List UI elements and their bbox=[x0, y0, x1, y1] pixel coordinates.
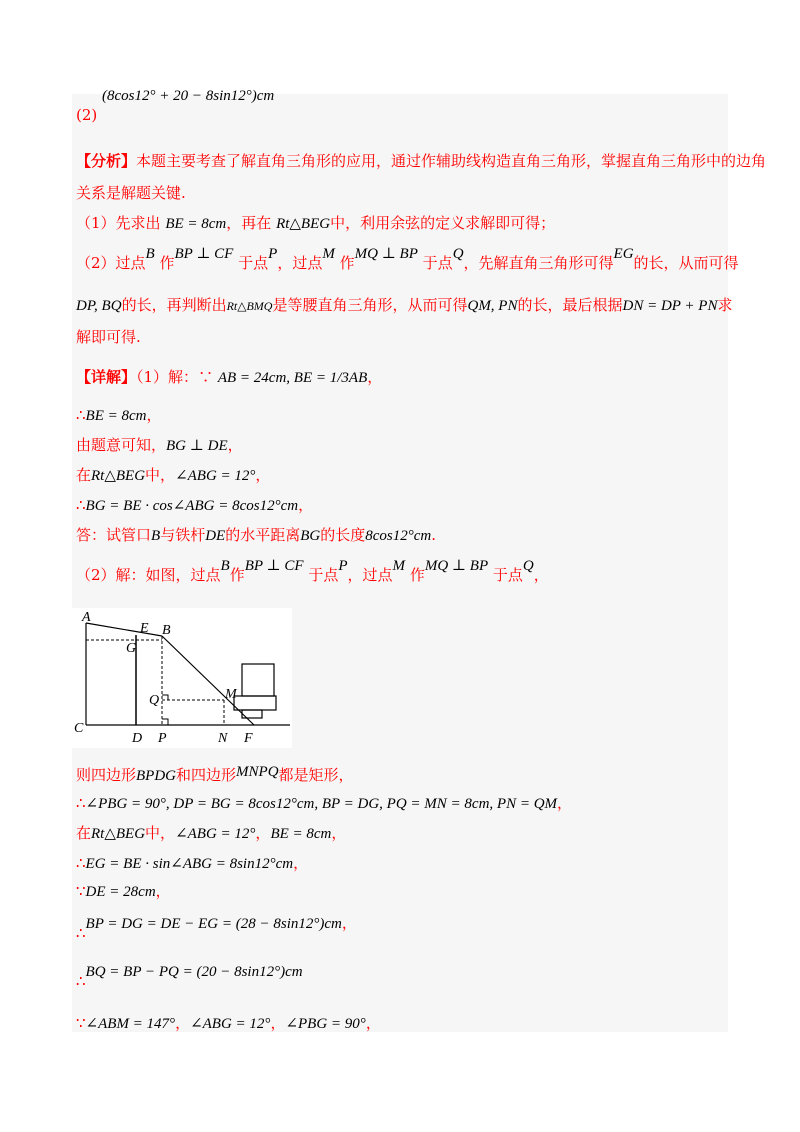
right-angle-p bbox=[162, 719, 168, 725]
math: EG bbox=[613, 246, 634, 262]
detail-line-14 bbox=[76, 962, 303, 990]
label-e: E bbox=[140, 621, 149, 636]
math: P bbox=[338, 558, 348, 574]
text: ， bbox=[175, 1014, 191, 1032]
text: ， bbox=[270, 1014, 286, 1032]
math: M bbox=[392, 558, 406, 574]
detail-line-1 bbox=[76, 366, 382, 387]
text: （2）过点 bbox=[76, 254, 146, 272]
math: DP, BQ bbox=[76, 298, 122, 314]
therefore-symbol: ∴ bbox=[76, 794, 86, 812]
therefore-symbol: ∴ bbox=[76, 406, 86, 424]
math: ∠ABM = 147° bbox=[85, 1016, 176, 1032]
math: Q bbox=[452, 246, 464, 262]
text: ， bbox=[255, 824, 271, 842]
detail-line-6 bbox=[76, 524, 436, 545]
detail-line-7 bbox=[76, 558, 549, 585]
text: ， bbox=[298, 496, 314, 514]
text: ， bbox=[155, 882, 171, 900]
analysis-line-1 bbox=[76, 150, 766, 171]
detail-line-3 bbox=[76, 434, 243, 455]
math: DE = 28cm bbox=[85, 884, 156, 900]
line-bf bbox=[162, 636, 254, 725]
answer-expression: (8cos12° + 20 − 8sin12°)cm bbox=[102, 88, 275, 104]
text: 解即可得. bbox=[76, 328, 141, 346]
detail-line-10 bbox=[76, 822, 346, 843]
analysis-step-3 bbox=[76, 294, 733, 315]
text: 作 bbox=[229, 566, 245, 584]
text: 作 bbox=[409, 566, 425, 584]
text: 与铁杆 bbox=[160, 526, 206, 544]
text: ， bbox=[227, 436, 243, 454]
text: 则四边形 bbox=[76, 766, 137, 784]
math: BP ⊥ CF bbox=[174, 246, 234, 262]
therefore-symbol: ∴ bbox=[76, 496, 86, 514]
math: BP ⊥ CF bbox=[244, 558, 304, 574]
analysis-tag: 【分析】 bbox=[76, 152, 137, 170]
text: （1）解： bbox=[136, 368, 199, 386]
text: 于点 bbox=[238, 254, 269, 272]
label-a: A bbox=[82, 610, 91, 625]
detail-line-13 bbox=[76, 912, 357, 942]
math: AB = 24cm, BE = bbox=[217, 370, 330, 386]
text: ， bbox=[341, 914, 357, 932]
label-d: D bbox=[132, 731, 143, 746]
math: BG ⊥ DE bbox=[166, 438, 228, 454]
detail-line-2 bbox=[76, 404, 162, 425]
math: BQ = BP − PQ = (20 − 8sin12°)cm bbox=[85, 964, 303, 980]
detail-line-11 bbox=[76, 852, 308, 873]
text: ， bbox=[367, 368, 383, 386]
math: BP = DG = DE − EG = (28 − 8sin12°)cm bbox=[85, 916, 342, 932]
analysis-step-4 bbox=[76, 326, 141, 347]
text: . bbox=[431, 526, 436, 544]
text: 作 bbox=[339, 254, 355, 272]
text: 的长度 bbox=[320, 526, 366, 544]
because-symbol: ∵ bbox=[76, 882, 86, 900]
math: MQ ⊥ BP bbox=[354, 246, 418, 262]
text: ， bbox=[146, 406, 162, 424]
text: ，过点 bbox=[277, 254, 323, 272]
geometry-figure-svg bbox=[72, 608, 292, 748]
text: ， bbox=[255, 466, 271, 484]
math: MNPQ bbox=[236, 764, 279, 780]
text: 中， bbox=[145, 824, 176, 842]
label-n: N bbox=[218, 731, 228, 746]
math: ∠PBG = 90°, DP = BG = 8cos12°cm, BP = DG, PQ = MN = 8cm, PN = QM bbox=[85, 796, 558, 812]
detail-line-4 bbox=[76, 464, 270, 485]
text: ， bbox=[533, 566, 549, 584]
math: B bbox=[151, 528, 161, 544]
detail-tag: 【详解】 bbox=[76, 368, 137, 386]
detail-line-9 bbox=[76, 792, 572, 813]
block-top bbox=[242, 664, 274, 696]
analysis-line-2 bbox=[76, 182, 186, 203]
geometry-figure bbox=[72, 608, 292, 748]
detail-line-15 bbox=[76, 1012, 381, 1033]
fraction-one-third: 1/3 bbox=[329, 370, 349, 386]
text: 的长，最后根据 bbox=[517, 296, 623, 314]
text: 答：试管口 bbox=[76, 526, 152, 544]
text: ， bbox=[557, 794, 573, 812]
therefore-symbol: ∴ bbox=[76, 972, 86, 990]
text: 是等腰直角三角形，从而可得 bbox=[272, 296, 468, 314]
text: ， bbox=[293, 854, 309, 872]
analysis-step-2 bbox=[76, 246, 739, 273]
label-m: M bbox=[225, 687, 237, 702]
math: BG bbox=[300, 528, 321, 544]
math: BE = 8cm bbox=[85, 408, 147, 424]
math: 8cos12°cm bbox=[365, 528, 432, 544]
math: Rt△BEG bbox=[91, 468, 146, 484]
math: DN = DP + PN bbox=[622, 298, 718, 314]
math: BPDG bbox=[136, 768, 177, 784]
text: ，过点 bbox=[347, 566, 393, 584]
math: BG = BE · cos∠ABG = 8cos12°cm bbox=[85, 498, 299, 514]
math: MQ ⊥ BP bbox=[424, 558, 489, 574]
therefore-symbol: ∴ bbox=[76, 924, 86, 942]
text: ， bbox=[331, 824, 347, 842]
math: QM, PN bbox=[467, 298, 518, 314]
math: Q bbox=[522, 558, 534, 574]
analysis-text: 本题主要考查了解直角三角形的应用，通过作辅助线构造直角三角形，掌握直角三角形中的边角 bbox=[136, 152, 767, 170]
text: 都是矩形， bbox=[278, 766, 354, 784]
label-g: G bbox=[126, 641, 137, 656]
math: BE = 8cm bbox=[270, 826, 332, 842]
analysis-text: 关系是解题关键. bbox=[76, 184, 186, 202]
text: 中， bbox=[145, 466, 176, 484]
text: ，再在 bbox=[226, 214, 272, 232]
math: B bbox=[145, 246, 155, 262]
line-ab bbox=[86, 623, 162, 636]
label-p: P bbox=[158, 731, 167, 746]
text: 于点 bbox=[422, 254, 453, 272]
because-symbol: ∵ bbox=[76, 1014, 86, 1032]
math: Rt△BEG bbox=[91, 826, 146, 842]
math: B bbox=[220, 558, 230, 574]
math: EG = BE · sin∠ABG = 8sin12°cm bbox=[85, 856, 294, 872]
math: DE bbox=[205, 528, 226, 544]
block-base bbox=[234, 696, 276, 710]
text: 在 bbox=[76, 824, 92, 842]
because-symbol: ∵ bbox=[198, 368, 214, 386]
text: 的长，再判断出 bbox=[121, 296, 227, 314]
text: （2）解：如图，过点 bbox=[76, 566, 221, 584]
math: ∠ABG = 12° bbox=[175, 468, 256, 484]
detail-line-8 bbox=[76, 764, 354, 785]
text: 在 bbox=[76, 466, 92, 484]
text: 于点 bbox=[308, 566, 339, 584]
label-b: B bbox=[162, 623, 171, 638]
text: （1）先求出 bbox=[76, 214, 161, 232]
math: ∠ABG = 12° bbox=[175, 826, 256, 842]
text: 的长，从而可得 bbox=[633, 254, 739, 272]
math: Rt△BMQ bbox=[226, 299, 273, 313]
math-be: BE = 8cm bbox=[165, 216, 227, 232]
detail-line-12 bbox=[76, 880, 171, 901]
answer-number: (2) bbox=[76, 106, 98, 124]
math: AB bbox=[348, 370, 368, 386]
text: ， bbox=[365, 1014, 381, 1032]
math: ∠PBG = 90° bbox=[285, 1016, 366, 1032]
text: 的水平距离 bbox=[225, 526, 301, 544]
math: P bbox=[268, 246, 278, 262]
therefore-symbol: ∴ bbox=[76, 854, 86, 872]
text: ，先解直角三角形可得 bbox=[463, 254, 614, 272]
label-c: C bbox=[74, 721, 84, 736]
text: 中，利用余弦的定义求解即可得； bbox=[330, 214, 556, 232]
analysis-step-1 bbox=[76, 212, 555, 233]
math-triangle: Rt△BEG bbox=[276, 216, 331, 232]
text: 作 bbox=[159, 254, 175, 272]
math: ∠ABG = 12° bbox=[190, 1016, 271, 1032]
math: M bbox=[322, 246, 335, 262]
text: 由题意可知， bbox=[76, 436, 167, 454]
text: 和四边形 bbox=[176, 766, 237, 784]
right-angle-q bbox=[162, 695, 168, 700]
text: 于点 bbox=[492, 566, 523, 584]
detail-line-5 bbox=[76, 494, 313, 515]
text: 求 bbox=[717, 296, 733, 314]
answer-line-2 bbox=[76, 88, 275, 124]
label-f: F bbox=[244, 731, 253, 746]
label-q: Q bbox=[149, 693, 160, 708]
